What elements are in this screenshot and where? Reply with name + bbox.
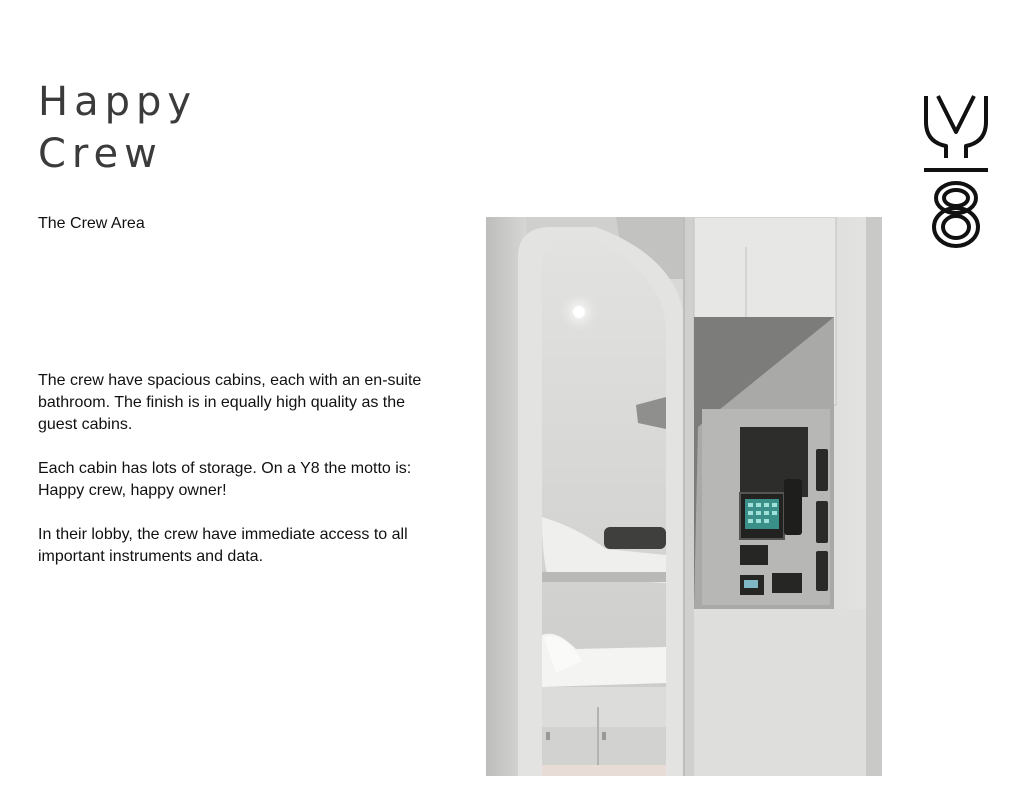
- title-line-1: Happy: [38, 79, 198, 125]
- y8-logo: [920, 92, 992, 252]
- paragraph-1: The crew have spacious cabins, each with an en-suite bathroom. The finish is in equally high quality as the guest cabins.: [38, 372, 422, 433]
- crew-cabin-illustration: [486, 217, 882, 776]
- body-text: [38, 370, 438, 590]
- crew-cabin-photo: [486, 217, 882, 776]
- page-subtitle: The Crew Area: [38, 215, 145, 232]
- page-title: [38, 76, 197, 180]
- title-line-2: Crew: [38, 131, 163, 177]
- paragraph-2: Each cabin has lots of storage. On a Y8 the motto is: Happy crew, happy owner!: [38, 460, 412, 499]
- paragraph-3: In their lobby, the crew have immediate access to all important instruments and data.: [38, 526, 408, 565]
